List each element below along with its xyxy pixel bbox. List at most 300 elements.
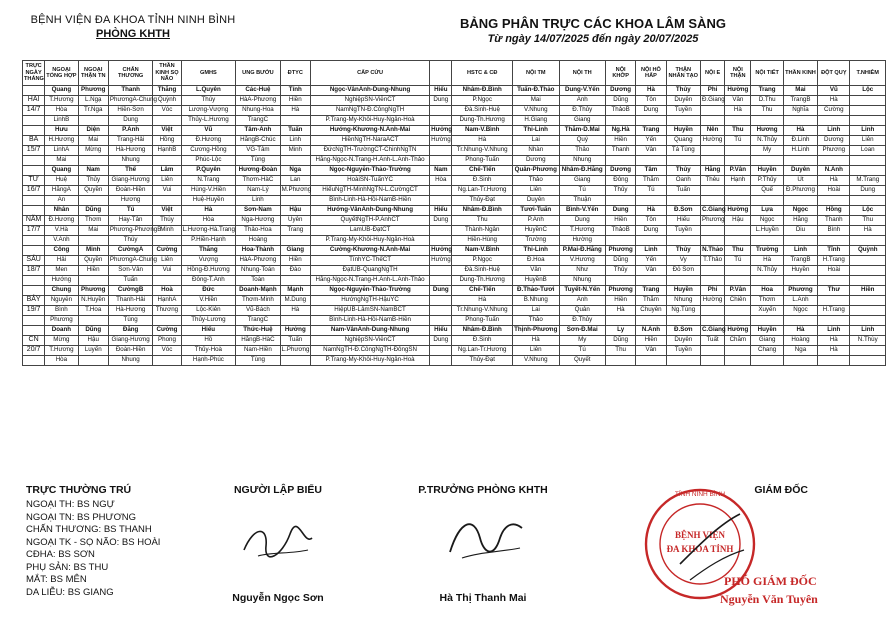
table-cell: Đông [605, 176, 635, 186]
table-cell: T.Hương [559, 226, 605, 236]
table-cell [751, 236, 783, 246]
deputy-head-signature [440, 508, 530, 568]
table-cell [818, 316, 850, 326]
table-cell: Hòa [181, 216, 236, 226]
table-cell: Thủy-Hoà [181, 346, 236, 356]
duty-line: MẮT: BS MÊN [26, 574, 87, 585]
table-cell: An [45, 196, 78, 206]
table-cell: Dương [513, 156, 559, 166]
table-cell: Thơm-Minh [236, 296, 280, 306]
table-cell: Thắng [153, 86, 181, 96]
table-cell: Chăm [725, 336, 751, 346]
table-cell [700, 116, 724, 126]
table-cell [430, 186, 452, 196]
table-cell: Đ.Thủy [559, 106, 605, 116]
column-header: THẦN KINH [783, 61, 817, 86]
table-cell [666, 116, 700, 126]
table-cell: HiểuNgTH-MinhNgTN-L.CườngCT [310, 186, 429, 196]
table-cell: L.Huyền [751, 226, 783, 236]
table-cell: Đoàn-Hiền [108, 346, 152, 356]
table-cell [430, 146, 452, 156]
table-cell [605, 116, 635, 126]
table-cell: Phương [78, 86, 108, 96]
preparer-name: Nguyễn Ngọc Sơn [232, 592, 324, 604]
table-cell: Ngọc-VânAnh-Dung-Nhung [310, 86, 429, 96]
table-cell: Thắng [181, 246, 236, 256]
table-cell: Tá Tùng [666, 146, 700, 156]
table-cell: Hiền [280, 96, 310, 106]
table-cell: Tuấn-Đ.Thảo [513, 86, 559, 96]
table-cell: Phương [605, 246, 635, 256]
table-cell [818, 156, 850, 166]
table-cell: D.Thu [751, 96, 783, 106]
table-cell: Nam-Hiền [236, 346, 280, 356]
table-cell: TrangB [783, 96, 817, 106]
table-cell: Các-Huệ [236, 86, 280, 96]
table-cell: Hà [280, 306, 310, 316]
table-cell: Phong [153, 336, 181, 346]
table-cell: TrangC [236, 316, 280, 326]
table-cell: Hà [818, 336, 850, 346]
table-cell: Hướng [45, 276, 78, 286]
column-header: NỘI TM [513, 61, 559, 86]
table-cell: Vóc [153, 346, 181, 356]
table-cell: Hà [452, 296, 513, 306]
table-cell: Hường [430, 256, 452, 266]
day-cell: CN [23, 336, 45, 346]
table-cell: Thủy [605, 186, 635, 196]
table-cell: Tôn [636, 216, 666, 226]
table-cell: Thuận [559, 196, 605, 206]
table-cell: Huyền [751, 326, 783, 336]
table-cell: Men [45, 266, 78, 276]
table-cell: Hoà [153, 286, 181, 296]
table-cell: NamNgTN-Đ.CôngNgTH [310, 106, 429, 116]
duty-line: NGOẠI TK - SỌ NÃO: BS HOÀI [26, 536, 161, 548]
table-cell: Quân [559, 306, 605, 316]
table-cell: Chế-Tiến [452, 166, 513, 176]
column-header: NGOẠI TỔNG HỢP [45, 61, 78, 86]
table-cell: Liên [153, 176, 181, 186]
table-cell [430, 316, 452, 326]
day-cell: 18/7 [23, 266, 45, 276]
table-cell: P.Vân [725, 286, 751, 296]
table-cell: Linh [818, 126, 850, 136]
table-cell: Vượng [181, 256, 236, 266]
table-cell: HàA-Phương [236, 96, 280, 106]
table-cell: Đ.Thủy [559, 316, 605, 326]
duty-line: CĐHA: BS SƠN [26, 549, 95, 560]
table-cell: Vũ [181, 126, 236, 136]
table-cell [280, 196, 310, 206]
table-cell: Yến [636, 256, 666, 266]
seal-line: BỆNH VIỆN [674, 530, 726, 540]
table-cell: Dung [108, 116, 152, 126]
table-cell: M.Trang [850, 176, 886, 186]
day-cell: 20/7 [23, 346, 45, 356]
table-cell: Hạnh-Phúc [181, 356, 236, 366]
table-cell: Thư [818, 286, 850, 296]
table-cell [751, 156, 783, 166]
preparer-signature [238, 516, 318, 566]
table-cell: N.Trang [181, 176, 236, 186]
table-cell [818, 196, 850, 206]
table-cell: Hằng-Ngọc-N.Trang-H.Anh-L.Anh-Thảo [310, 276, 429, 286]
table-cell [725, 236, 751, 246]
table-cell [430, 296, 452, 306]
column-header: UNG BƯỚU [236, 61, 280, 86]
table-cell: Tùng [236, 356, 280, 366]
table-cell [666, 156, 700, 166]
table-cell [605, 236, 635, 246]
table-cell: Đỗ Sơn [666, 266, 700, 276]
table-cell: HằngB-Chúc [236, 136, 280, 146]
table-cell: ThảoB [605, 106, 635, 116]
table-cell [850, 156, 886, 166]
day-cell [23, 286, 45, 296]
table-cell [666, 236, 700, 246]
table-cell: Chiên [725, 296, 751, 306]
table-cell: Tĩnh [818, 246, 850, 256]
table-cell: Hay-Tân [108, 216, 152, 226]
table-cell: Phong-Tuấn [452, 156, 513, 166]
table-cell: Quyền [78, 256, 108, 266]
table-cell [850, 166, 886, 176]
table-cell: Duyên [666, 336, 700, 346]
table-cell: Lộc [850, 86, 886, 96]
column-header-row [23, 61, 886, 86]
table-cell: Bình-Linh-Hà-Hồi-NamB-Hiền [310, 316, 429, 326]
table-cell: Tr.Nhung-V.Nhung [452, 146, 513, 156]
table-cell: LinhB [45, 116, 78, 126]
table-cell: Hương [108, 196, 152, 206]
table-row [23, 256, 886, 266]
table-cell: Đoàn-Hiền [108, 186, 152, 196]
table-cell: Dung [605, 206, 635, 216]
preparer-title: NGƯỜI LẬP BIỂU [233, 484, 323, 496]
table-row [23, 166, 886, 176]
table-cell [636, 276, 666, 286]
table-cell: Linh [236, 196, 280, 206]
table-cell: Vóc [153, 106, 181, 116]
table-cell: Hậu [725, 216, 751, 226]
table-row [23, 146, 886, 156]
table-cell: Sơn-Vân [108, 266, 152, 276]
table-cell: Hà [725, 106, 751, 116]
page [8, 6, 886, 634]
table-cell: Dũng [78, 326, 108, 336]
table-cell [850, 306, 886, 316]
table-cell: T.Hoa [78, 306, 108, 316]
duty-line: DA LIỄU: BS GIANG [26, 586, 114, 598]
header-left [28, 14, 238, 40]
table-cell: Tr.Nga [78, 106, 108, 116]
duty-line: NGOẠI TH: BS NGỰ [26, 499, 115, 510]
table-cell [700, 156, 724, 166]
table-cell: P.Ngọc [452, 256, 513, 266]
table-cell: Hiền [605, 296, 635, 306]
table-cell: Thế [108, 166, 152, 176]
table-cell [725, 146, 751, 156]
table-cell: Hoa [751, 286, 783, 296]
document-title: BẢNG PHÂN TRỰC CÁC KHOA LÂM SÀNG [460, 16, 726, 31]
table-cell: Đ.Sơn [666, 326, 700, 336]
table-cell [605, 316, 635, 326]
table-cell: Thơm-HàC [236, 176, 280, 186]
table-cell: Liên [850, 136, 886, 146]
table-cell: Thủy [666, 246, 700, 256]
table-cell [78, 196, 108, 206]
table-cell: Huệ [45, 176, 78, 186]
table-cell: T.Thảo [700, 256, 724, 266]
column-header: THẦN KINH SỌ NÃO [153, 61, 181, 86]
table-cell: N.Thủy [751, 266, 783, 276]
table-cell: Loan [850, 146, 886, 156]
table-cell [605, 276, 635, 286]
table-cell: N.Thảo [700, 246, 724, 256]
table-cell: Đà.Sinh-Huệ [452, 106, 513, 116]
table-cell [153, 356, 181, 366]
table-cell: Đ.Sinh [452, 336, 513, 346]
table-cell: My [751, 146, 783, 156]
table-cell: Linh [850, 126, 886, 136]
table-cell: Thi-Linh [513, 246, 559, 256]
table-cell [850, 96, 886, 106]
table-cell [280, 116, 310, 126]
table-cell: Giang [559, 116, 605, 126]
column-header: NGOẠI THẬN TN [78, 61, 108, 86]
table-cell: Phương [45, 316, 78, 326]
table-cell: Hà [850, 226, 886, 236]
table-cell: PhươngA-Chung [108, 96, 152, 106]
table-cell: Hoàng [783, 336, 817, 346]
table-cell: Nam-VânAnh-Dung-Nhung [310, 326, 429, 336]
table-cell: Xuyến [751, 306, 783, 316]
table-cell: Thủy-Đạt [452, 196, 513, 206]
table-cell: Đ.Hoa [513, 256, 559, 266]
table-cell: Dung [636, 226, 666, 236]
table-cell: Việt [153, 206, 181, 216]
table-cell: L.Ngạ [78, 96, 108, 106]
table-cell: Quế [751, 186, 783, 196]
table-cell: Trường [513, 236, 559, 246]
table-cell [153, 276, 181, 286]
table-row [23, 246, 886, 256]
table-cell: Lộc [850, 206, 886, 216]
table-cell: VG-Tâm [236, 146, 280, 156]
table-cell: Vũ [818, 86, 850, 96]
table-cell: Tuyền [666, 346, 700, 356]
table-cell: Liên [513, 346, 559, 356]
table-cell: Thành-Ngân [452, 226, 513, 236]
table-cell: H.Trang [818, 256, 850, 266]
deputy-head-title: P.TRƯỞNG PHÒNG KHTH [418, 484, 548, 496]
table-cell: P.Trang-My-Khôi-Huy-Ngân-Hoà [310, 116, 429, 126]
table-cell: Thu [850, 216, 886, 226]
table-row [23, 206, 886, 216]
day-cell [23, 156, 45, 166]
table-cell: Nga [783, 346, 817, 356]
table-cell: Thủy [78, 176, 108, 186]
table-cell: Hiếu [430, 326, 452, 336]
table-cell: P.Anh [108, 126, 152, 136]
table-cell [700, 306, 724, 316]
table-cell: Dung [850, 186, 886, 196]
table-cell: Phương [605, 286, 635, 296]
table-cell: Thảo [513, 316, 559, 326]
table-cell [751, 116, 783, 126]
duty-line: NGOẠI TN: BS PHƯƠNG [26, 511, 137, 523]
header-right [428, 16, 758, 45]
table-cell: NamNgTH-Đ.CôngNgTH-ĐôngSN [310, 346, 429, 356]
table-row [23, 286, 886, 296]
table-cell: Phương [78, 286, 108, 296]
table-cell: Đ.Sinh [452, 176, 513, 186]
table-cell: Dũng [605, 96, 635, 106]
table-row [23, 216, 886, 226]
column-header: HSTC & CĐ [452, 61, 513, 86]
day-cell [23, 116, 45, 126]
table-cell [725, 356, 751, 366]
table-cell: Ng.Lan-Tr.Hương [452, 186, 513, 196]
table-cell: Dung [430, 336, 452, 346]
table-cell: V.Hiền [181, 296, 236, 306]
table-cell: Nguyễn [45, 296, 78, 306]
table-cell: Anh [559, 296, 605, 306]
table-cell: Dung [430, 286, 452, 296]
table-cell: Thủy-Đạt [452, 356, 513, 366]
table-cell [700, 146, 724, 156]
table-cell: Cường [818, 106, 850, 116]
table-cell [280, 316, 310, 326]
table-cell: Hoa-Thành [236, 246, 280, 256]
table-cell: Tính [280, 86, 310, 96]
table-cell: Hà [818, 346, 850, 356]
table-cell: Nam-V.Bình [452, 126, 513, 136]
table-cell: Quỳnh [850, 246, 886, 256]
table-cell: Nhâm-Đ.Bình [452, 206, 513, 216]
table-cell: Lương-Vượng [181, 106, 236, 116]
table-cell [153, 236, 181, 246]
table-cell: Hiền [280, 256, 310, 266]
date-range: Từ ngày 14/07/2025 đến ngày 20/07/2025 [487, 33, 699, 45]
table-cell: P.Anh [513, 216, 559, 226]
table-cell: Nam [78, 166, 108, 176]
table-cell: Chung [45, 286, 78, 296]
table-cell [725, 346, 751, 356]
table-cell: Hiếu [430, 86, 452, 96]
table-cell: Quỳnh [153, 96, 181, 106]
table-cell: Tú [559, 346, 605, 356]
table-cell: Minh [78, 246, 108, 256]
table-cell: Thủy [666, 166, 700, 176]
table-cell [430, 156, 452, 166]
table-cell: Nhâm-Đ.Bình [452, 326, 513, 336]
table-cell: Đ.Giang [700, 96, 724, 106]
table-cell: Hậu [78, 336, 108, 346]
day-cell: BẢY [23, 296, 45, 306]
director-signature-block [628, 484, 878, 606]
table-cell: Hạnh [725, 176, 751, 186]
table-cell: Hiền [850, 286, 886, 296]
table-cell: H.Linh [783, 146, 817, 156]
table-cell: Thu [725, 126, 751, 136]
table-cell: Hướng-VânAnh-Dung-Nhung [310, 206, 429, 216]
table-cell: Duyên [783, 166, 817, 176]
column-header: NỘI THẬN [725, 61, 751, 86]
table-cell: Huyền [751, 166, 783, 176]
table-row [23, 136, 886, 146]
table-cell: Nhung-Hoa [236, 106, 280, 116]
table-cell: Thu [605, 346, 635, 356]
preparer-signature-block [198, 484, 358, 604]
table-row [23, 226, 886, 236]
table-cell: Hương-Đoàn [236, 166, 280, 176]
table-cell: Mạnh [280, 286, 310, 296]
table-cell: Hòa [45, 356, 78, 366]
table-cell: Thu [751, 106, 783, 116]
duty-line: PHỤ SẢN: BS THU [26, 561, 109, 573]
table-cell: Tú [559, 186, 605, 196]
deputy-head-name: Hà Thị Thanh Mai [439, 592, 527, 604]
column-header: THẬN NHÂN TẠO [666, 61, 700, 86]
table-row [23, 336, 886, 346]
table-cell: Tuấn [280, 126, 310, 136]
day-cell: SÁU [23, 256, 45, 266]
table-cell: TrangB [783, 256, 817, 266]
table-cell [725, 266, 751, 276]
table-cell [725, 276, 751, 286]
table-cell: Oanh [666, 176, 700, 186]
table-cell: Quang [45, 166, 78, 176]
table-cell: Bình [818, 226, 850, 236]
table-cell: Hằng [700, 166, 724, 176]
table-cell: Lâm [153, 166, 181, 176]
table-cell: Dương [605, 166, 635, 176]
table-cell: Tr.Nhung-V.Nhung [452, 306, 513, 316]
table-cell [430, 196, 452, 206]
table-cell: Hiền-Hùng [452, 236, 513, 246]
day-cell [23, 196, 45, 206]
table-cell [666, 316, 700, 326]
table-cell [783, 116, 817, 126]
table-cell: Nhung [559, 276, 605, 286]
day-cell: 19/7 [23, 306, 45, 316]
table-cell [153, 156, 181, 166]
table-cell [700, 226, 724, 236]
table-cell [850, 296, 886, 306]
table-cell: Phong-Tuấn [452, 316, 513, 326]
table-cell [818, 116, 850, 126]
table-cell: Hiền [605, 216, 635, 226]
table-cell [280, 276, 310, 286]
table-cell: Mai [45, 156, 78, 166]
table-cell [430, 306, 452, 316]
table-cell: Hương [751, 126, 783, 136]
table-cell: Tuấn [280, 336, 310, 346]
table-cell: Quyền [78, 186, 108, 196]
table-cell: TínhYC-ThếCT [310, 256, 429, 266]
day-cell [23, 126, 45, 136]
table-cell: Hùng-V.Hiền [181, 186, 236, 196]
table-cell: Hưởng [430, 246, 452, 256]
table-cell: Hường [559, 236, 605, 246]
table-cell: Phương [783, 286, 817, 296]
table-cell: Hòa [45, 106, 78, 116]
table-cell: HàA-Phương [236, 256, 280, 266]
table-cell: Cường [153, 246, 181, 256]
table-cell [78, 276, 108, 286]
